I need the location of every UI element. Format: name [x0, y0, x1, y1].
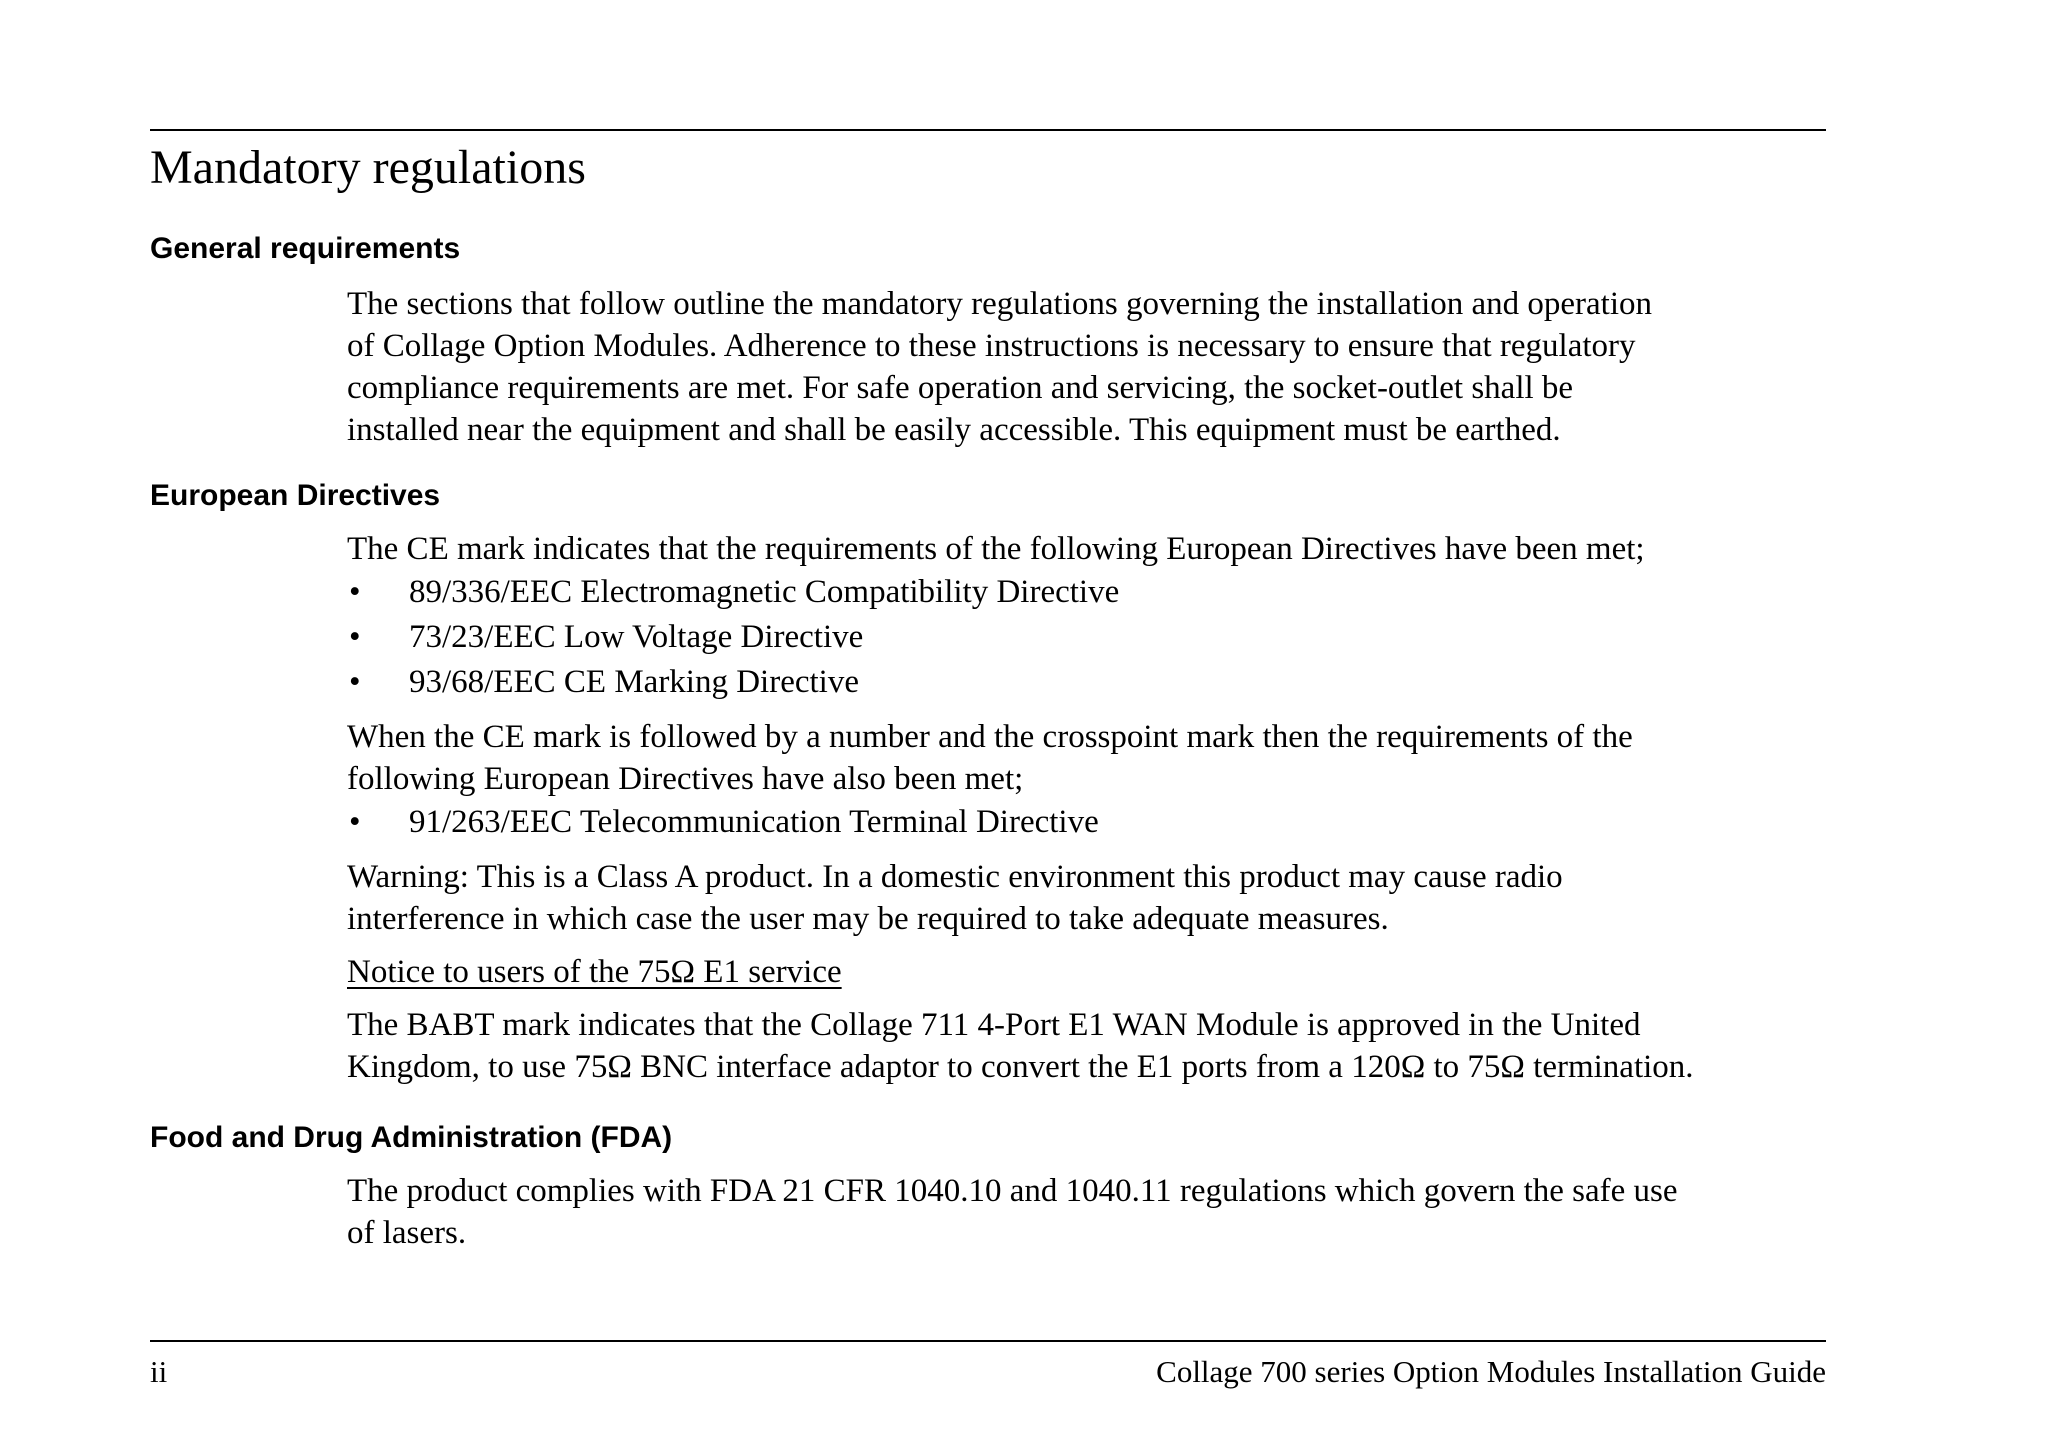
notice-heading: Notice to users of the 75Ω E1 service	[347, 954, 842, 990]
babt-line: The BABT mark indicates that the Collage 711 4-Port E1 WAN Module is approved in the United	[347, 1007, 1641, 1043]
page-title: Mandatory regulations	[150, 141, 586, 194]
european-directives-heading: European Directives	[150, 479, 441, 512]
general-line: of Collage Option Modules. Adherence to these instructions is necessary to ensure that regulatory	[347, 328, 1636, 364]
fda-heading: Food and Drug Administration (FDA)	[150, 1121, 673, 1154]
general-line: compliance requirements are met. For safe operation and servicing, the socket-outlet shall be	[347, 370, 1574, 406]
general-line: The sections that follow outline the mandatory regulations governing the installation and operation	[347, 286, 1653, 322]
telecom-directive-list	[347, 800, 1847, 845]
fda-body	[347, 1170, 1847, 1254]
directive-text: 73/23/EEC Low Voltage Directive	[409, 619, 864, 655]
bullet-icon: •	[349, 664, 361, 700]
page-number: ii	[150, 1354, 168, 1389]
general-line: installed near the equipment and shall be easily accessible. This equipment must be earthed.	[347, 412, 1561, 448]
directive-text: 89/336/EEC Electromagnetic Compatibility Directive	[409, 574, 1120, 610]
directive-text: 93/68/EEC CE Marking Directive	[409, 664, 859, 700]
european-directives-body	[347, 528, 1847, 1088]
directives-list	[347, 570, 1847, 705]
list-item	[347, 615, 1847, 660]
warning-paragraph	[347, 856, 1847, 940]
bottom-rule	[150, 1340, 1826, 1342]
bullet-icon: •	[349, 574, 361, 610]
ce-intro: The CE mark indicates that the requirements of the following European Directives have been met;	[347, 531, 1645, 567]
warning-line: interference in which case the user may be required to take adequate measures.	[347, 901, 1389, 937]
babt-paragraph	[347, 1004, 1847, 1088]
bullet-icon: •	[349, 804, 361, 840]
warning-line: Warning: This is a Class A product. In a domestic environment this product may cause radio	[347, 859, 1563, 895]
bullet-icon: •	[349, 619, 361, 655]
list-item	[347, 660, 1847, 705]
directive-text: 91/263/EEC Telecommunication Terminal Directive	[409, 804, 1099, 840]
fda-line: The product complies with FDA 21 CFR 1040.10 and 1040.11 regulations which govern the safe use	[347, 1173, 1678, 1209]
babt-line: Kingdom, to use 75Ω BNC interface adaptor to convert the E1 ports from a 120Ω to 75Ω termination.	[347, 1049, 1694, 1085]
footer-doc-title: Collage 700 series Option Modules Installation Guide	[1156, 1354, 1826, 1389]
crosspoint-paragraph	[347, 716, 1847, 800]
general-requirements-heading: General requirements	[150, 232, 461, 265]
general-requirements-body	[347, 283, 1847, 451]
fda-line: of lasers.	[347, 1215, 467, 1251]
crosspoint-line: When the CE mark is followed by a number and the crosspoint mark then the requirements of the	[347, 719, 1633, 755]
top-rule	[150, 129, 1826, 131]
list-item	[347, 800, 1847, 845]
list-item	[347, 570, 1847, 615]
crosspoint-line: following European Directives have also been met;	[347, 761, 1024, 797]
notice-heading-line	[347, 951, 1847, 993]
